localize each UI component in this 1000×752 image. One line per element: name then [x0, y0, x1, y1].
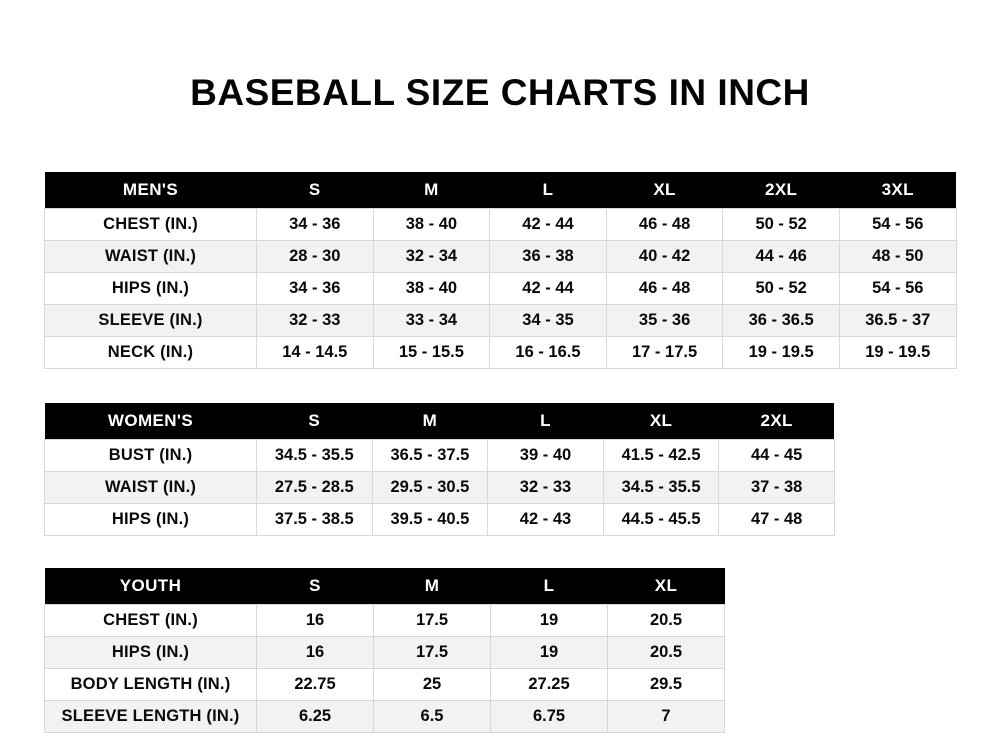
table-header-row [45, 172, 957, 209]
column-header: XL [603, 403, 719, 440]
column-header: L [488, 403, 604, 440]
table-header-row [45, 403, 835, 440]
table-cell: 37 - 38 [719, 472, 835, 504]
row-header: SLEEVE (IN.) [45, 305, 257, 337]
column-header: M [374, 568, 491, 605]
row-header: HIPS (IN.) [45, 637, 257, 669]
mens-size-table [44, 172, 957, 369]
tables-container [0, 172, 1000, 733]
table-gap [44, 536, 956, 568]
column-header: S [257, 403, 373, 440]
table-cell: 38 - 40 [373, 209, 490, 241]
table-cell: 22.75 [257, 669, 374, 701]
table-cell: 34 - 36 [257, 209, 374, 241]
table-cell: 54 - 56 [839, 209, 956, 241]
row-header: HIPS (IN.) [45, 504, 257, 536]
table-cell: 33 - 34 [373, 305, 490, 337]
table-cell: 6.5 [374, 701, 491, 733]
table-row [45, 273, 957, 305]
table-cell: 27.25 [491, 669, 608, 701]
page-title: BASEBALL SIZE CHARTS IN INCH [190, 72, 810, 113]
table-cell: 42 - 44 [490, 273, 607, 305]
table-row [45, 669, 725, 701]
table-cell: 42 - 44 [490, 209, 607, 241]
table-cell: 14 - 14.5 [257, 337, 374, 369]
table-cell: 47 - 48 [719, 504, 835, 536]
table-cell: 15 - 15.5 [373, 337, 490, 369]
table-row [45, 209, 957, 241]
table-cell: 50 - 52 [723, 209, 840, 241]
table-cell: 19 [491, 637, 608, 669]
row-header: BODY LENGTH (IN.) [45, 669, 257, 701]
table-cell: 41.5 - 42.5 [603, 440, 719, 472]
table-cell: 35 - 36 [606, 305, 723, 337]
table-cell: 17.5 [374, 637, 491, 669]
youth-size-table [44, 568, 725, 733]
row-header: HIPS (IN.) [45, 273, 257, 305]
table-cell: 32 - 34 [373, 241, 490, 273]
row-header: WAIST (IN.) [45, 241, 257, 273]
table-cell: 16 [257, 605, 374, 637]
table-cell: 6.25 [257, 701, 374, 733]
womens-size-table [44, 403, 835, 536]
table-row [45, 241, 957, 273]
row-header: BUST (IN.) [45, 440, 257, 472]
table-cell: 46 - 48 [606, 273, 723, 305]
table-cell: 44 - 46 [723, 241, 840, 273]
table-cell: 20.5 [608, 605, 725, 637]
table-cell: 17 - 17.5 [606, 337, 723, 369]
column-header: XL [606, 172, 723, 209]
table-cell: 29.5 - 30.5 [372, 472, 488, 504]
column-header: L [490, 172, 607, 209]
table-cell: 34.5 - 35.5 [603, 472, 719, 504]
table-cell: 36 - 38 [490, 241, 607, 273]
row-header: NECK (IN.) [45, 337, 257, 369]
table-row [45, 305, 957, 337]
table-cell: 32 - 33 [488, 472, 604, 504]
table-cell: 34 - 36 [257, 273, 374, 305]
row-header: SLEEVE LENGTH (IN.) [45, 701, 257, 733]
column-header: L [491, 568, 608, 605]
table-row [45, 701, 725, 733]
table-cell: 16 [257, 637, 374, 669]
table-cell: 39 - 40 [488, 440, 604, 472]
column-header: 3XL [839, 172, 956, 209]
table-row [45, 605, 725, 637]
column-header: XL [608, 568, 725, 605]
column-header: 2XL [719, 403, 835, 440]
table-cell: 34 - 35 [490, 305, 607, 337]
table-row [45, 337, 957, 369]
table-row [45, 472, 835, 504]
row-header: WAIST (IN.) [45, 472, 257, 504]
table-cell: 19 [491, 605, 608, 637]
column-header: S [257, 172, 374, 209]
table-cell: 25 [374, 669, 491, 701]
table-cell: 40 - 42 [606, 241, 723, 273]
table-cell: 44 - 45 [719, 440, 835, 472]
table-cell: 39.5 - 40.5 [372, 504, 488, 536]
table-cell: 37.5 - 38.5 [257, 504, 373, 536]
table-cell: 44.5 - 45.5 [603, 504, 719, 536]
table-cell: 48 - 50 [839, 241, 956, 273]
column-header: WOMEN'S [45, 403, 257, 440]
table-row [45, 440, 835, 472]
table-cell: 19 - 19.5 [839, 337, 956, 369]
table-row [45, 504, 835, 536]
column-header: 2XL [723, 172, 840, 209]
table-cell: 36 - 36.5 [723, 305, 840, 337]
table-cell: 32 - 33 [257, 305, 374, 337]
row-header: CHEST (IN.) [45, 605, 257, 637]
table-cell: 6.75 [491, 701, 608, 733]
table-cell: 34.5 - 35.5 [257, 440, 373, 472]
table-cell: 20.5 [608, 637, 725, 669]
table-cell: 29.5 [608, 669, 725, 701]
table-cell: 27.5 - 28.5 [257, 472, 373, 504]
table-cell: 36.5 - 37.5 [372, 440, 488, 472]
table-cell: 50 - 52 [723, 273, 840, 305]
table-row [45, 637, 725, 669]
row-header: CHEST (IN.) [45, 209, 257, 241]
table-cell: 38 - 40 [373, 273, 490, 305]
table-cell: 28 - 30 [257, 241, 374, 273]
column-header: YOUTH [45, 568, 257, 605]
table-cell: 42 - 43 [488, 504, 604, 536]
table-cell: 36.5 - 37 [839, 305, 956, 337]
column-header: M [372, 403, 488, 440]
table-cell: 19 - 19.5 [723, 337, 840, 369]
table-cell: 16 - 16.5 [490, 337, 607, 369]
column-header: M [373, 172, 490, 209]
table-cell: 46 - 48 [606, 209, 723, 241]
table-header-row [45, 568, 725, 605]
table-cell: 54 - 56 [839, 273, 956, 305]
column-header: MEN'S [45, 172, 257, 209]
table-cell: 17.5 [374, 605, 491, 637]
table-gap [44, 369, 956, 403]
table-cell: 7 [608, 701, 725, 733]
column-header: S [257, 568, 374, 605]
